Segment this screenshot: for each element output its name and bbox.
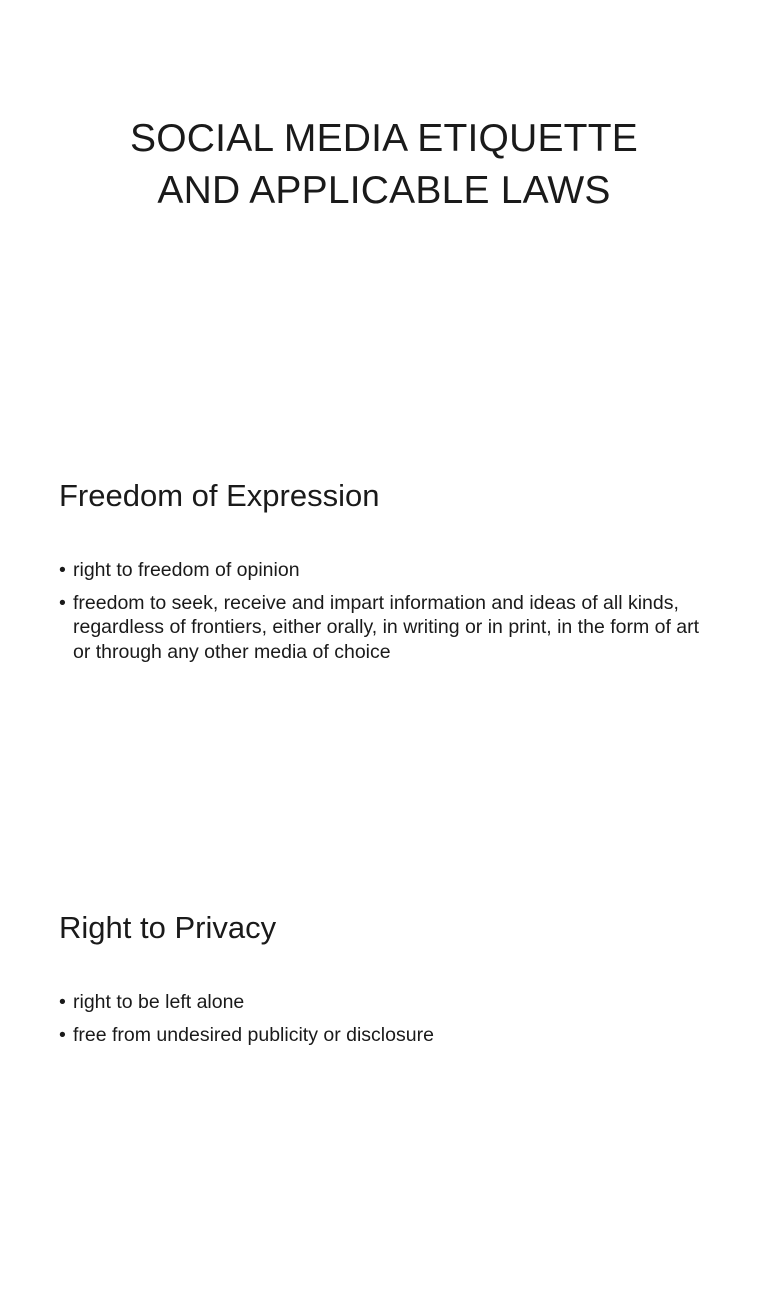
- slide-heading: Freedom of Expression: [59, 478, 380, 513]
- bullet-icon: •: [59, 991, 66, 1013]
- bullet-text: free from undesired publicity or disclosure: [73, 1023, 434, 1046]
- title-line-2: AND APPLICABLE LAWS: [157, 169, 611, 212]
- slide-title: [0, 113, 768, 217]
- bullet-item: [59, 591, 719, 665]
- bullet-item: [59, 558, 719, 583]
- bullet-text: right to be left alone: [73, 991, 245, 1013]
- bullet-list: [59, 990, 719, 1055]
- bullet-text: right to freedom of opinion: [73, 559, 300, 581]
- title-slide: [0, 0, 768, 432]
- bullet-item: [59, 990, 719, 1015]
- bullet-list: [59, 558, 719, 672]
- bullet-icon: •: [59, 1023, 66, 1046]
- right-to-privacy-slide: [0, 864, 768, 1296]
- bullet-item: [59, 1023, 719, 1048]
- bullet-icon: •: [59, 591, 66, 614]
- bullet-icon: •: [59, 559, 66, 581]
- freedom-of-expression-slide: [0, 432, 768, 864]
- bullet-text: freedom to seek, receive and impart information and ideas of all kinds, regardless of frontiers, either orally, in writing or in print, in the form of art or through any other media of choice: [73, 591, 700, 663]
- slide-heading: Right to Privacy: [59, 910, 277, 945]
- title-line-1: SOCIAL MEDIA ETIQUETTE: [130, 117, 638, 160]
